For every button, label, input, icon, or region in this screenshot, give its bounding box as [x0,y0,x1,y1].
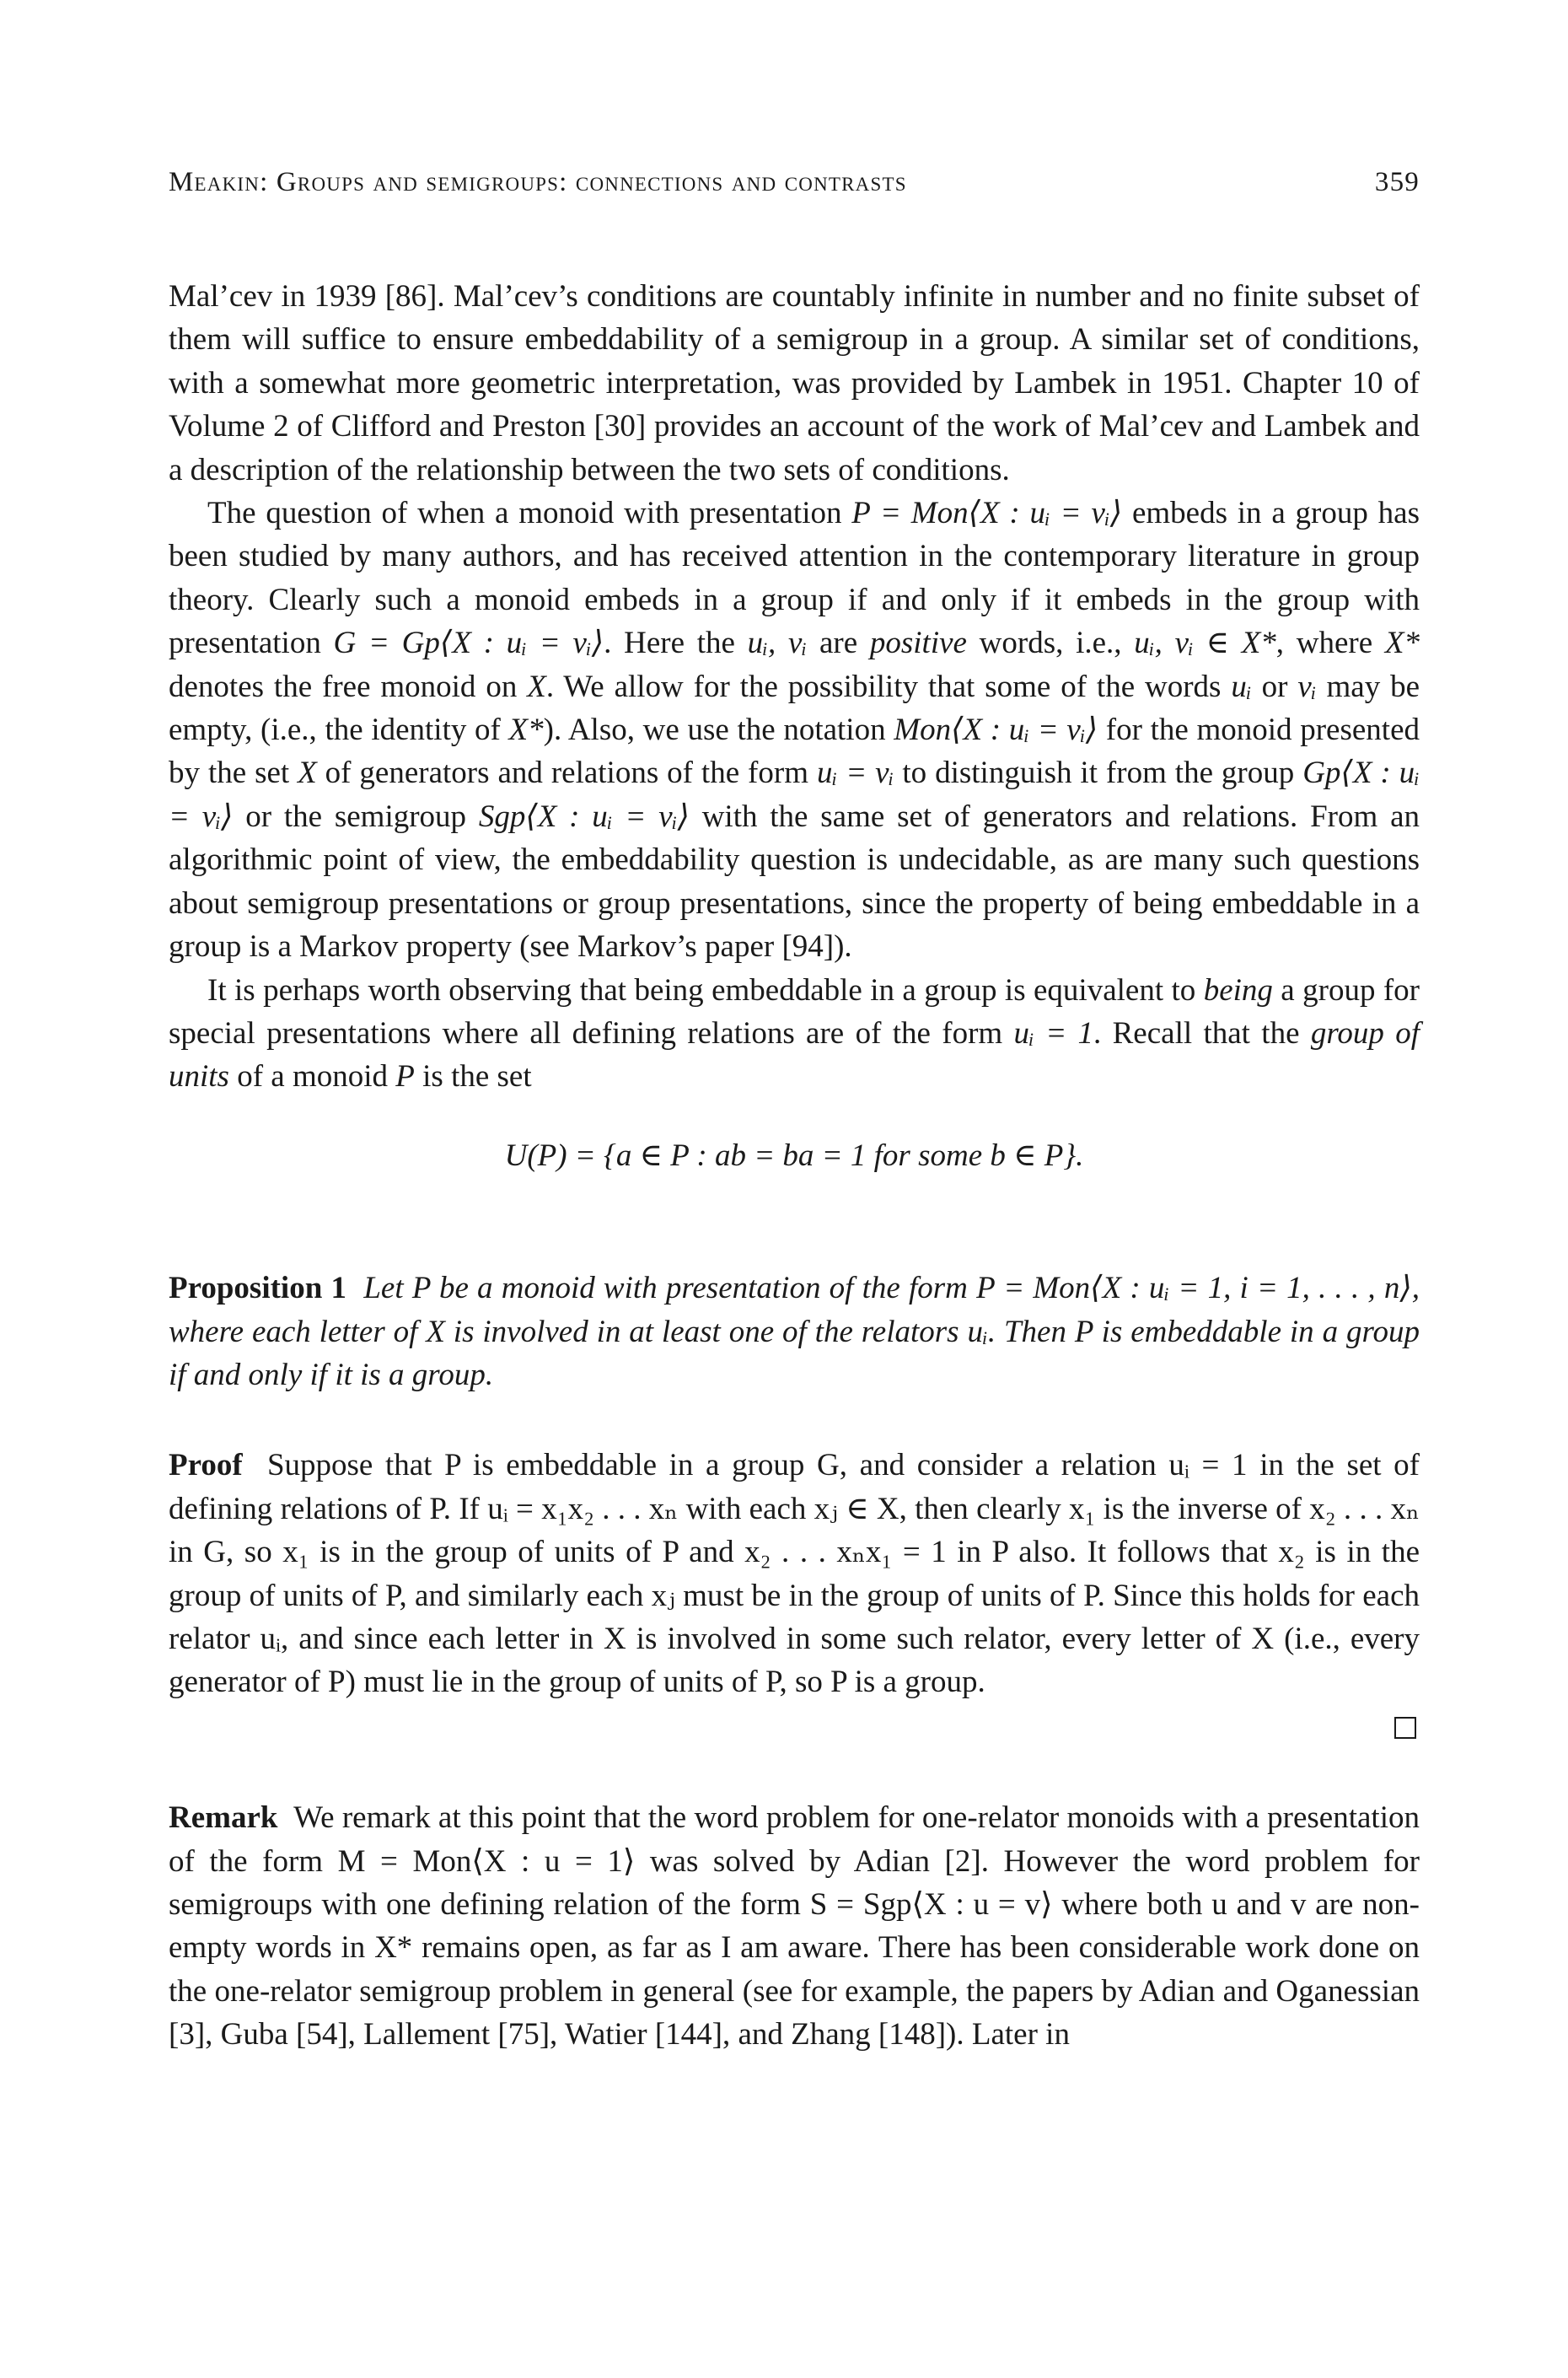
proposition [169,1267,1420,1396]
math-inline: P [395,1059,415,1095]
math-inline: vᵢ [1297,669,1317,704]
text-run: for the monoid presented by the set [169,713,1420,791]
math-inline: uᵢ, vᵢ [747,626,808,661]
qed-square-icon [1394,1717,1416,1739]
text-run: or [1251,669,1298,704]
math-inline: X* [1384,626,1420,661]
text-run: to distinguish it from the group [894,756,1303,791]
math-inline: X [298,756,317,791]
math-inline: uᵢ = 1 [1013,1015,1094,1051]
emphasis: group of units [169,1015,1420,1095]
text-run: The question of when a monoid with presentation [207,496,852,531]
proof [169,1444,1420,1703]
text-run: is the set [414,1059,532,1095]
text-run: words, i.e., [966,626,1135,661]
page-number: 359 [1374,167,1420,197]
text-run: denotes the free monoid on [169,669,528,704]
math-inline: G = Gp⟨X : uᵢ = vᵢ⟩ [333,626,604,661]
math-inline: Mon⟨X : uᵢ = vᵢ⟩ [894,713,1098,748]
math-inline: X [527,669,546,704]
qed-line [169,1704,1420,1747]
paragraph-3 [169,969,1420,1099]
text-run: , where [1275,626,1385,661]
text-run: ). Also, we use the notation [543,713,894,748]
spacer [169,1396,1420,1444]
math-inline: P = Mon⟨X : uᵢ = vᵢ⟩ [851,496,1123,531]
text-run: with the same set of generators and relations. From an algorithmic point of view, the embeddability question is undecidable, as are many such questions about semigroup presentations or group presentations, since the property of being embeddable in a group is a Markov property (see Markov’s paper [94]). [169,799,1420,965]
text-run: of generators and relations of the form [316,756,817,791]
remark-label: Remark [169,1800,278,1836]
math-inline: uᵢ [1231,669,1252,704]
emphasis: positive [869,626,967,661]
remark-text: We remark at this point that the word problem for one-relator monoids with a presentation of the form M = Mon⟨X : u = 1⟩ was solved by Adian [2]. However the word problem for semigroups with one defining relation of the form S = Sgp⟨X : u = v⟩ where both u and v are non-empty words in X* remains open, as far as I am aware. There has been considerable work done on the one-relator semigroup problem in general (see for example, the papers by Adian and Oganessian [3], Guba [54], Lallement [75], Watier [144], and Zhang [148]). Later in [169,1800,1420,2053]
text-run: of a monoid [228,1059,396,1095]
emphasis: being [1203,972,1273,1008]
text-run: . Here the [604,626,748,661]
body-text [169,275,1420,2057]
text-run: a group for special presentations where all defining relations are of the form [169,972,1420,1051]
proof-label: Proof [169,1448,243,1483]
spacer [169,1747,1420,1796]
paragraph-2 [169,492,1420,968]
running-head [169,167,1420,209]
proposition-label: Proposition 1 [169,1271,346,1306]
paragraph-1: Mal’cev in 1939 [86]. Mal’cev’s conditions are countably infinite in number and no finite subset of them will suffice to ensure embeddability of a semigroup in a group. A similar set of conditions, with a somewhat more geometric interpretation, was provided by Lambek in 1951. Chapter 10 of Volume 2 of Clifford and Preston [30] provides an account of the work of Mal’cev and Lambek and a description of the relationship between the two sets of conditions. [169,279,1420,487]
math-inline: Gp⟨X : uᵢ = vᵢ⟩ [169,756,1420,834]
text-run: embeds in a group has been studied by many authors, and has received attention in the contemporary literature in group theory. Clearly such a monoid embeds in a group if and only if it embeds in the group with presentation [169,496,1420,661]
text-run: . We allow for the possibility that some of the words [545,669,1232,704]
text-run: may be empty, (i.e., the identity of [169,669,1420,748]
proposition-text: Let P be a monoid with presentation of the form P = Mon⟨X : uᵢ = 1, i = 1, . . . , n⟩, where each letter of X is involved in at least one of the relators uᵢ. Then P is embeddable in a group if and only if it is a group. [169,1271,1420,1392]
remark [169,1796,1420,2056]
text-run: or the semigroup [233,799,479,834]
math-inline: uᵢ, vᵢ ∈ X* [1134,626,1276,661]
display-equation: U(P) = {a ∈ P : ab = ba = 1 for some b ∈ P}. [504,1138,1084,1173]
text-run: . Recall that the [1093,1015,1311,1051]
math-inline: X* [508,713,544,748]
spacer [169,1213,1420,1260]
text-run: are [807,626,870,661]
math-inline: Sgp⟨X : uᵢ = vᵢ⟩ [478,799,690,834]
text-run: It is perhaps worth observing that being embeddable in a group is equivalent to [207,972,1204,1008]
math-inline: uᵢ = vᵢ [816,756,894,791]
proof-text: Suppose that P is embeddable in a group G, and consider a relation uᵢ = 1 in the set of defining relations of P. If uᵢ = x₁x₂ . . . xₙ with each xⱼ ∈ X, then clearly x₁ is the inverse of x₂ . . . xₙ in G, so x₁ is in the group of units of P and x₂ . . . xₙx₁ = 1 in P also. It follows that x₂ is in the group of units of P, and similarly each xⱼ must be in the group of units of P. Since this holds for each relator uᵢ, and since each letter in X is involved in some such relator, every letter of X (i.e., every generator of P) must lie in the group of units of P, so P is a group. [169,1448,1420,1700]
running-title: Meakin: Groups and semigroups: connections and contrasts [169,167,907,197]
